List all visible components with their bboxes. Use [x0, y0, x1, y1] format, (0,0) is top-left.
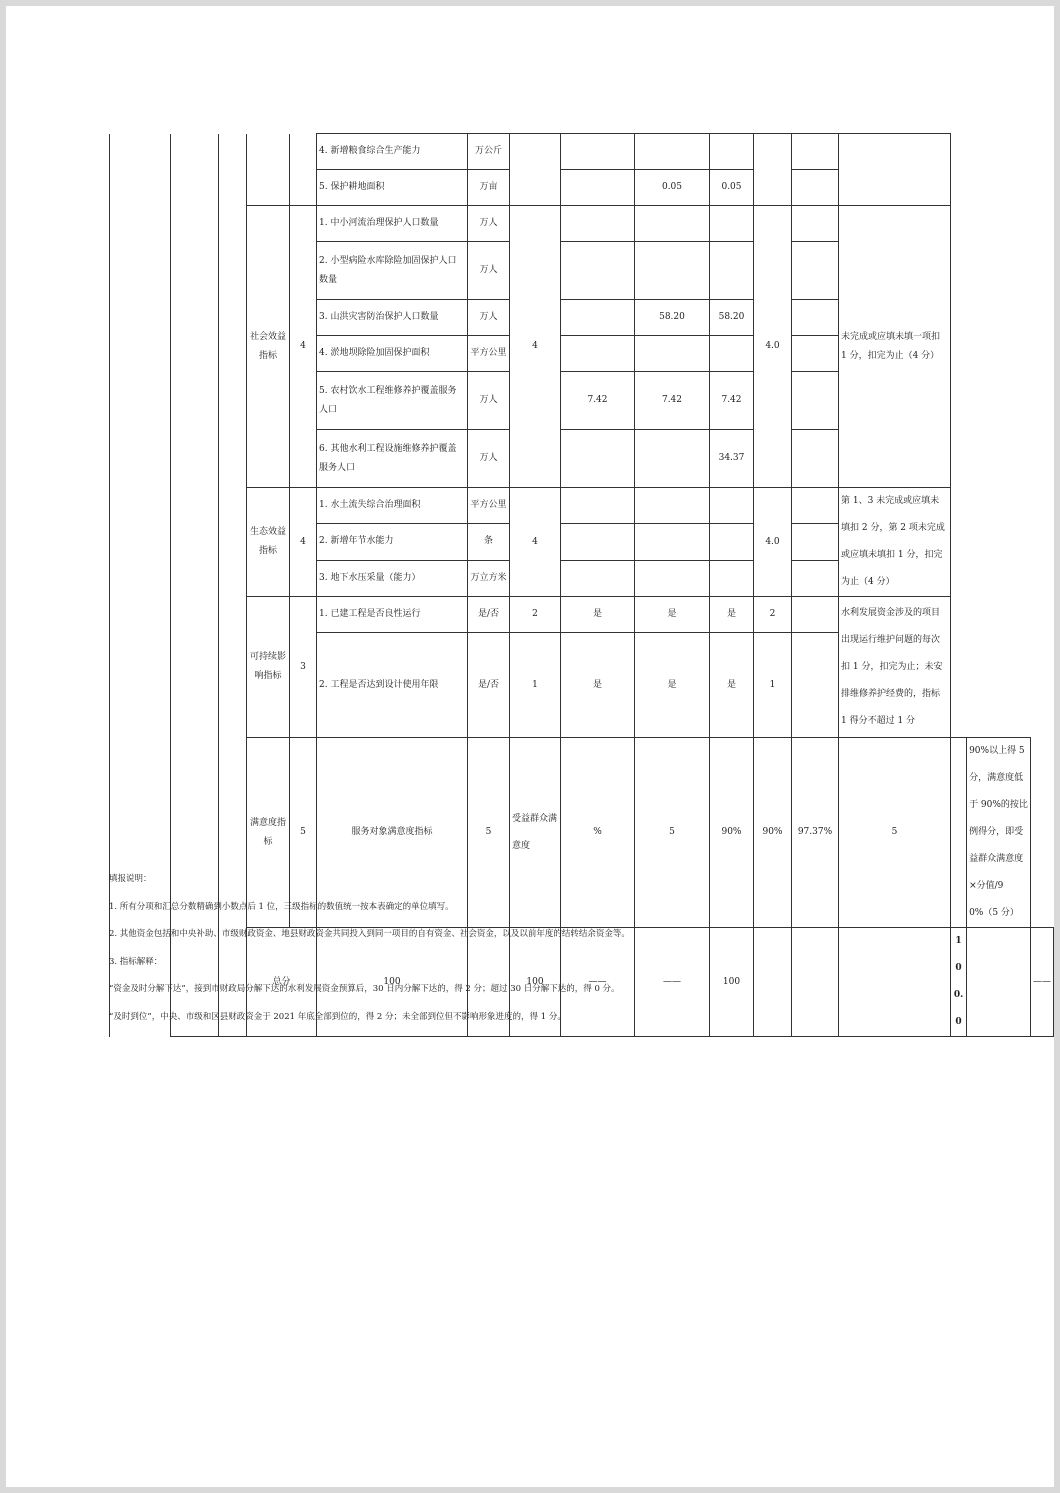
indicator-name: 5. 保护耕地面积	[317, 170, 468, 206]
note-5: “及时到位”，中央、市级和区县财政资金于 2021 年底全部到位的，得 2 分；未全部到位但不影响形象进度的，得 1 分。	[109, 1011, 566, 1022]
remark-cell	[839, 134, 951, 206]
deduction-cell	[792, 206, 839, 242]
category-social: 社会效益指标	[247, 206, 290, 488]
indicator-unit: 平方公里	[468, 488, 510, 524]
indicator-name: 2. 工程是否达到设计使用年限	[317, 633, 468, 738]
document-page	[6, 6, 1054, 1487]
eco-remark: 第 1、3 未完成或应填未填扣 2 分，第 2 项未完成或应填未填扣 1 分，扣完为止（4 分）	[839, 488, 951, 597]
total-dash: ——	[1030, 928, 1053, 1037]
deduction-cell	[792, 170, 839, 206]
value-cell	[635, 560, 710, 596]
total-weight: 100	[710, 928, 754, 1037]
indicator-name: 6. 其他水利工程设施维修养护覆盖服务人口	[317, 430, 468, 488]
indicator-unit: 万人	[468, 372, 510, 430]
category-eco-weight: 4	[290, 488, 317, 597]
value-cell	[710, 242, 754, 300]
deduction-cell	[792, 524, 839, 560]
total-label: 总分	[247, 928, 317, 1037]
category-sustainable: 可持续影响指标	[247, 597, 290, 738]
value-cell	[561, 300, 635, 336]
notes-title: 填报说明：	[109, 874, 152, 884]
value-cell	[561, 242, 635, 300]
value-cell	[635, 242, 710, 300]
deduction-cell	[792, 336, 839, 372]
value-cell: 是	[635, 597, 710, 633]
value-cell	[635, 488, 710, 524]
subcategory-satisfaction: 服务对象满意度指标	[317, 738, 468, 928]
value-cell: 0.05	[635, 170, 710, 206]
indicator-score: 5	[839, 738, 951, 928]
deduction-cell	[792, 300, 839, 336]
category-satisfaction-weight: 5	[290, 738, 317, 928]
indicator-unit: 条	[468, 524, 510, 560]
value-cell	[710, 134, 754, 170]
indicator-score: 1	[754, 633, 792, 738]
value-cell: 0.05	[710, 170, 754, 206]
value-cell: 90%	[754, 738, 792, 928]
satisfaction-remark: 90%以上得 5 分，满意度低于 90%的按比例得分，即受益群众满意度×分值/90%（5 分）	[967, 738, 1031, 928]
value-cell: 34.37	[710, 430, 754, 488]
value-cell: 7.42	[635, 372, 710, 430]
value-cell: 58.20	[635, 300, 710, 336]
deduction-cell	[792, 134, 839, 170]
note-3: 3. 指标解释：	[109, 956, 163, 967]
value-cell	[635, 430, 710, 488]
value-cell	[635, 206, 710, 242]
deduction-cell	[792, 560, 839, 596]
social-remark: 未完成或应填未填一项扣 1 分，扣完为止（4 分）	[839, 206, 951, 488]
indicator-name: 1. 水土流失综合治理面积	[317, 488, 468, 524]
indicator-unit: 万人	[468, 430, 510, 488]
indicator-unit: 万立方米	[468, 560, 510, 596]
indicator-name: 2. 新增年节水能力	[317, 524, 468, 560]
sustainable-remark: 水利发展资金涉及的项目出现运行维护问题的每次扣 1 分，扣完为止；未安排维修养护经费的，指标 1 得分不超过 1 分	[839, 597, 951, 738]
total-dash: ——	[561, 928, 635, 1037]
value-cell: 7.42	[561, 372, 635, 430]
eco-weight: 4	[510, 488, 561, 597]
total-score: 100.0	[951, 928, 967, 1037]
subcategory-satisfaction-weight: 5	[468, 738, 510, 928]
weight-cell	[510, 134, 561, 206]
value-cell	[561, 336, 635, 372]
indicator-weight: 1	[510, 633, 561, 738]
indicator-name: 5. 农村饮水工程维修养护覆盖服务人口	[317, 372, 468, 430]
indicator-unit: 万人	[468, 242, 510, 300]
value-cell	[635, 134, 710, 170]
value-cell: 是	[635, 633, 710, 738]
deduction-cell	[792, 597, 839, 633]
total-weight-1: 100	[317, 928, 468, 1037]
deduction-cell	[792, 633, 839, 738]
value-cell: 90%	[710, 738, 754, 928]
note-1: 1. 所有分项和汇总分数精确到小数点后 1 位，三级指标的数值统一按本表确定的单位填写。	[109, 901, 454, 912]
value-cell: 是	[561, 633, 635, 738]
value-cell	[561, 524, 635, 560]
indicator-name: 2. 小型病险水库除险加固保护人口数量	[317, 242, 468, 300]
category-satisfaction: 满意度指标	[247, 738, 290, 928]
total-dash: ——	[635, 928, 710, 1037]
value-cell	[561, 206, 635, 242]
indicator-unit: 是/否	[468, 597, 510, 633]
indicator-unit: 万人	[468, 300, 510, 336]
deduction-cell	[792, 430, 839, 488]
value-cell	[710, 206, 754, 242]
value-cell	[710, 488, 754, 524]
total-empty	[967, 928, 1031, 1037]
category-sustainable-weight: 3	[290, 597, 317, 738]
indicator-name: 4. 新增粮食综合生产能力	[317, 134, 468, 170]
indicator-name: 3. 山洪灾害防治保护人口数量	[317, 300, 468, 336]
indicator-unit: %	[561, 738, 635, 928]
indicator-score: 2	[754, 597, 792, 633]
value-cell	[561, 134, 635, 170]
total-weight-2: 100	[510, 928, 561, 1037]
indicator-name: 1. 中小河流治理保护人口数量	[317, 206, 468, 242]
value-cell	[710, 336, 754, 372]
value-cell	[561, 170, 635, 206]
notes-section	[109, 866, 969, 1031]
deduction-cell	[792, 242, 839, 300]
value-cell	[635, 336, 710, 372]
eco-score: 4.0	[754, 488, 792, 597]
indicator-name: 受益群众满意度	[510, 738, 561, 928]
value-cell: 是	[710, 633, 754, 738]
indicator-unit: 万亩	[468, 170, 510, 206]
indicator-unit: 平方公里	[468, 336, 510, 372]
category-eco: 生态效益指标	[247, 488, 290, 597]
level3-weight-cell	[290, 134, 317, 206]
value-cell	[561, 488, 635, 524]
indicator-name: 1. 已建工程是否良性运行	[317, 597, 468, 633]
value-cell: 是	[710, 597, 754, 633]
deduction-cell	[792, 488, 839, 524]
value-cell	[710, 524, 754, 560]
value-cell	[561, 430, 635, 488]
value-cell	[710, 560, 754, 596]
deduction-cell	[792, 372, 839, 430]
value-cell	[635, 524, 710, 560]
social-weight: 4	[510, 206, 561, 488]
level3-cell	[247, 134, 290, 206]
indicator-unit: 是/否	[468, 633, 510, 738]
value-cell: 是	[561, 597, 635, 633]
indicator-unit: 万公斤	[468, 134, 510, 170]
indicator-name: 4. 淤地坝除险加固保护面积	[317, 336, 468, 372]
score-cell	[754, 134, 792, 206]
note-4: “资金及时分解下达”，接到市财政局分解下达的水利发展资金预算后，30 日内分解下达的，得 2 分；超过 30 日分解下达的，得 0 分。	[109, 984, 620, 994]
category-social-weight: 4	[290, 206, 317, 488]
indicator-weight: 5	[635, 738, 710, 928]
note-2: 2. 其他资金包括和中央补助、市级财政资金、地县财政资金共同投入到同一项目的自有资金、社会资金，以及以前年度的结转结余资金等。	[109, 929, 630, 939]
value-cell	[561, 560, 635, 596]
indicator-name: 3. 地下水压采量（能力）	[317, 560, 468, 596]
indicator-weight: 2	[510, 597, 561, 633]
social-score: 4.0	[754, 206, 792, 488]
value-cell: 58.20	[710, 300, 754, 336]
value-cell: 7.42	[710, 372, 754, 430]
value-cell: 97.37%	[792, 738, 839, 928]
indicator-unit: 万人	[468, 206, 510, 242]
